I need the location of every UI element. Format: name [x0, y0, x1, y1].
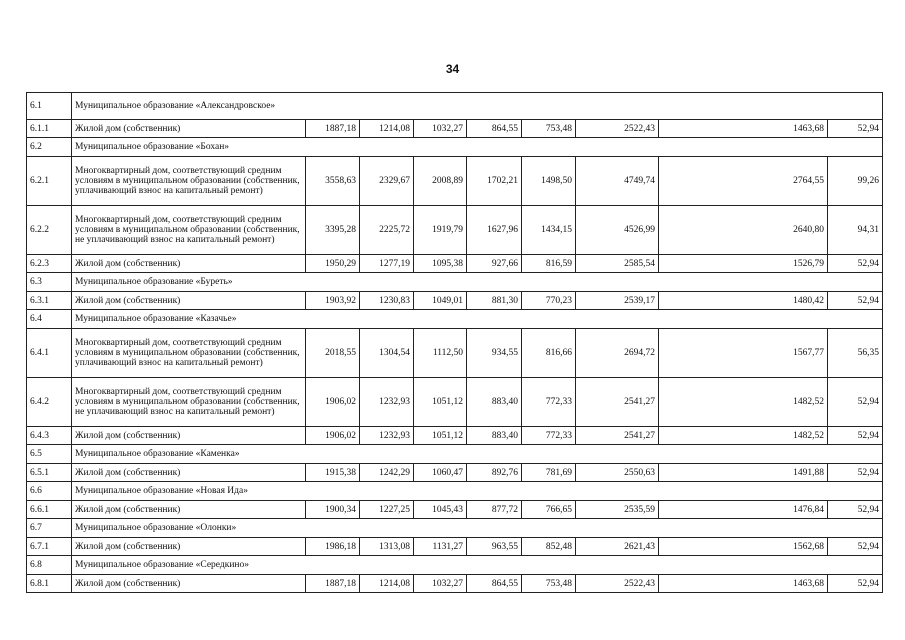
value-cell: 772,33 [522, 378, 576, 427]
row-number: 6.4.1 [27, 329, 72, 378]
value-cell: 1480,42 [659, 292, 828, 310]
value-cell: 4526,99 [576, 206, 659, 255]
housing-type: Многоквартирный дом, соответствующий средним условиям в муниципальном образовании (собственник, не уплачивающий взнос на капитальный ремонт) [72, 378, 306, 427]
value-cell: 1227,25 [360, 501, 414, 519]
table-row [27, 427, 883, 445]
table-row [27, 255, 883, 273]
section-title: Муниципальное образование «Олонки» [72, 519, 883, 538]
value-cell: 1049,01 [414, 292, 467, 310]
value-cell: 1095,38 [414, 255, 467, 273]
section-title: Муниципальное образование «Казачье» [72, 310, 883, 329]
value-cell: 2008,89 [414, 157, 467, 206]
table-row [27, 378, 883, 427]
value-cell: 883,40 [467, 427, 522, 445]
value-cell: 2522,43 [576, 575, 659, 593]
value-cell: 2541,27 [576, 427, 659, 445]
value-cell: 816,59 [522, 255, 576, 273]
value-cell: 1051,12 [414, 427, 467, 445]
tariff-table [26, 92, 883, 593]
value-cell: 52,94 [828, 120, 883, 138]
value-cell: 2225,72 [360, 206, 414, 255]
value-cell: 934,55 [467, 329, 522, 378]
section-title: Муниципальное образование «Александровское» [72, 93, 883, 120]
value-cell: 883,40 [467, 378, 522, 427]
table-row [27, 464, 883, 482]
housing-type: Жилой дом (собственник) [72, 575, 306, 593]
value-cell: 52,94 [828, 464, 883, 482]
value-cell: 1304,54 [360, 329, 414, 378]
value-cell: 816,66 [522, 329, 576, 378]
value-cell: 1950,29 [306, 255, 360, 273]
row-number: 6.2.3 [27, 255, 72, 273]
value-cell: 1919,79 [414, 206, 467, 255]
value-cell: 2018,55 [306, 329, 360, 378]
section-title: Муниципальное образование «Бохан» [72, 138, 883, 157]
row-number: 6.3 [27, 273, 72, 292]
value-cell: 1567,77 [659, 329, 828, 378]
value-cell: 1214,08 [360, 120, 414, 138]
section-row [27, 273, 883, 292]
table-row [27, 501, 883, 519]
value-cell: 1112,50 [414, 329, 467, 378]
value-cell: 1051,12 [414, 378, 467, 427]
value-cell: 770,23 [522, 292, 576, 310]
value-cell: 1032,27 [414, 120, 467, 138]
section-row [27, 138, 883, 157]
value-cell: 1032,27 [414, 575, 467, 593]
section-title: Муниципальное образование «Буреть» [72, 273, 883, 292]
value-cell: 1498,50 [522, 157, 576, 206]
value-cell: 1906,02 [306, 427, 360, 445]
value-cell: 52,94 [828, 378, 883, 427]
value-cell: 2550,63 [576, 464, 659, 482]
value-cell: 3558,63 [306, 157, 360, 206]
value-cell: 52,94 [828, 538, 883, 556]
row-number: 6.4.3 [27, 427, 72, 445]
housing-type: Жилой дом (собственник) [72, 427, 306, 445]
section-row [27, 556, 883, 575]
housing-type: Многоквартирный дом, соответствующий средним условиям в муниципальном образовании (собственник, не уплачивающий взнос на капитальный ремонт) [72, 206, 306, 255]
value-cell: 1491,88 [659, 464, 828, 482]
table-row [27, 206, 883, 255]
value-cell: 772,33 [522, 427, 576, 445]
value-cell: 2539,17 [576, 292, 659, 310]
value-cell: 52,94 [828, 292, 883, 310]
value-cell: 766,65 [522, 501, 576, 519]
value-cell: 753,48 [522, 575, 576, 593]
row-number: 6.2 [27, 138, 72, 157]
row-number: 6.7 [27, 519, 72, 538]
table-row [27, 575, 883, 593]
value-cell: 864,55 [467, 575, 522, 593]
value-cell: 3395,28 [306, 206, 360, 255]
value-cell: 1903,92 [306, 292, 360, 310]
housing-type: Жилой дом (собственник) [72, 120, 306, 138]
table-row [27, 120, 883, 138]
section-title: Муниципальное образование «Каменка» [72, 445, 883, 464]
housing-type: Жилой дом (собственник) [72, 255, 306, 273]
section-row [27, 445, 883, 464]
value-cell: 2535,59 [576, 501, 659, 519]
row-number: 6.2.1 [27, 157, 72, 206]
value-cell: 1232,93 [360, 427, 414, 445]
row-number: 6.1.1 [27, 120, 72, 138]
row-number: 6.1 [27, 93, 72, 120]
housing-type: Жилой дом (собственник) [72, 538, 306, 556]
value-cell: 864,55 [467, 120, 522, 138]
row-number: 6.5.1 [27, 464, 72, 482]
value-cell: 1434,15 [522, 206, 576, 255]
section-row [27, 310, 883, 329]
value-cell: 1627,96 [467, 206, 522, 255]
value-cell: 2640,80 [659, 206, 828, 255]
table-row [27, 157, 883, 206]
table-row [27, 292, 883, 310]
value-cell: 1887,18 [306, 120, 360, 138]
page-number: 34 [445, 62, 460, 76]
row-number: 6.5 [27, 445, 72, 464]
value-cell: 1230,83 [360, 292, 414, 310]
value-cell: 852,48 [522, 538, 576, 556]
value-cell: 2541,27 [576, 378, 659, 427]
value-cell: 1986,18 [306, 538, 360, 556]
value-cell: 753,48 [522, 120, 576, 138]
value-cell: 52,94 [828, 501, 883, 519]
value-cell: 781,69 [522, 464, 576, 482]
value-cell: 2585,54 [576, 255, 659, 273]
row-number: 6.8.1 [27, 575, 72, 593]
value-cell: 1045,43 [414, 501, 467, 519]
section-title: Муниципальное образование «Новая Ида» [72, 482, 883, 501]
value-cell: 1214,08 [360, 575, 414, 593]
value-cell: 94,31 [828, 206, 883, 255]
value-cell: 52,94 [828, 575, 883, 593]
value-cell: 56,35 [828, 329, 883, 378]
value-cell: 881,30 [467, 292, 522, 310]
value-cell: 877,72 [467, 501, 522, 519]
row-number: 6.4.2 [27, 378, 72, 427]
section-row [27, 482, 883, 501]
housing-type: Многоквартирный дом, соответствующий средним условиям в муниципальном образовании (собственник, уплачивающий взнос на капитальный ремонт) [72, 157, 306, 206]
value-cell: 1906,02 [306, 378, 360, 427]
value-cell: 2522,43 [576, 120, 659, 138]
value-cell: 1482,52 [659, 427, 828, 445]
value-cell: 1702,21 [467, 157, 522, 206]
table-row [27, 538, 883, 556]
section-title: Муниципальное образование «Середкино» [72, 556, 883, 575]
value-cell: 1277,19 [360, 255, 414, 273]
value-cell: 2694,72 [576, 329, 659, 378]
housing-type: Жилой дом (собственник) [72, 501, 306, 519]
section-row [27, 519, 883, 538]
value-cell: 1060,47 [414, 464, 467, 482]
value-cell: 2764,55 [659, 157, 828, 206]
value-cell: 1476,84 [659, 501, 828, 519]
value-cell: 892,76 [467, 464, 522, 482]
value-cell: 1232,93 [360, 378, 414, 427]
value-cell: 1482,52 [659, 378, 828, 427]
housing-type: Жилой дом (собственник) [72, 464, 306, 482]
value-cell: 1242,29 [360, 464, 414, 482]
table-row [27, 329, 883, 378]
value-cell: 4749,74 [576, 157, 659, 206]
value-cell: 1313,08 [360, 538, 414, 556]
row-number: 6.8 [27, 556, 72, 575]
row-number: 6.7.1 [27, 538, 72, 556]
row-number: 6.6 [27, 482, 72, 501]
value-cell: 1463,68 [659, 120, 828, 138]
value-cell: 2329,67 [360, 157, 414, 206]
value-cell: 1131,27 [414, 538, 467, 556]
value-cell: 52,94 [828, 427, 883, 445]
value-cell: 1526,79 [659, 255, 828, 273]
row-number: 6.6.1 [27, 501, 72, 519]
housing-type: Многоквартирный дом, соответствующий средним условиям в муниципальном образовании (собственник, уплачивающий взнос на капитальный ремонт) [72, 329, 306, 378]
row-number: 6.4 [27, 310, 72, 329]
value-cell: 1562,68 [659, 538, 828, 556]
row-number: 6.3.1 [27, 292, 72, 310]
value-cell: 52,94 [828, 255, 883, 273]
value-cell: 1915,38 [306, 464, 360, 482]
value-cell: 1887,18 [306, 575, 360, 593]
row-number: 6.2.2 [27, 206, 72, 255]
value-cell: 1463,68 [659, 575, 828, 593]
value-cell: 99,26 [828, 157, 883, 206]
section-row [27, 93, 883, 120]
value-cell: 1900,34 [306, 501, 360, 519]
value-cell: 963,55 [467, 538, 522, 556]
value-cell: 927,66 [467, 255, 522, 273]
housing-type: Жилой дом (собственник) [72, 292, 306, 310]
value-cell: 2621,43 [576, 538, 659, 556]
